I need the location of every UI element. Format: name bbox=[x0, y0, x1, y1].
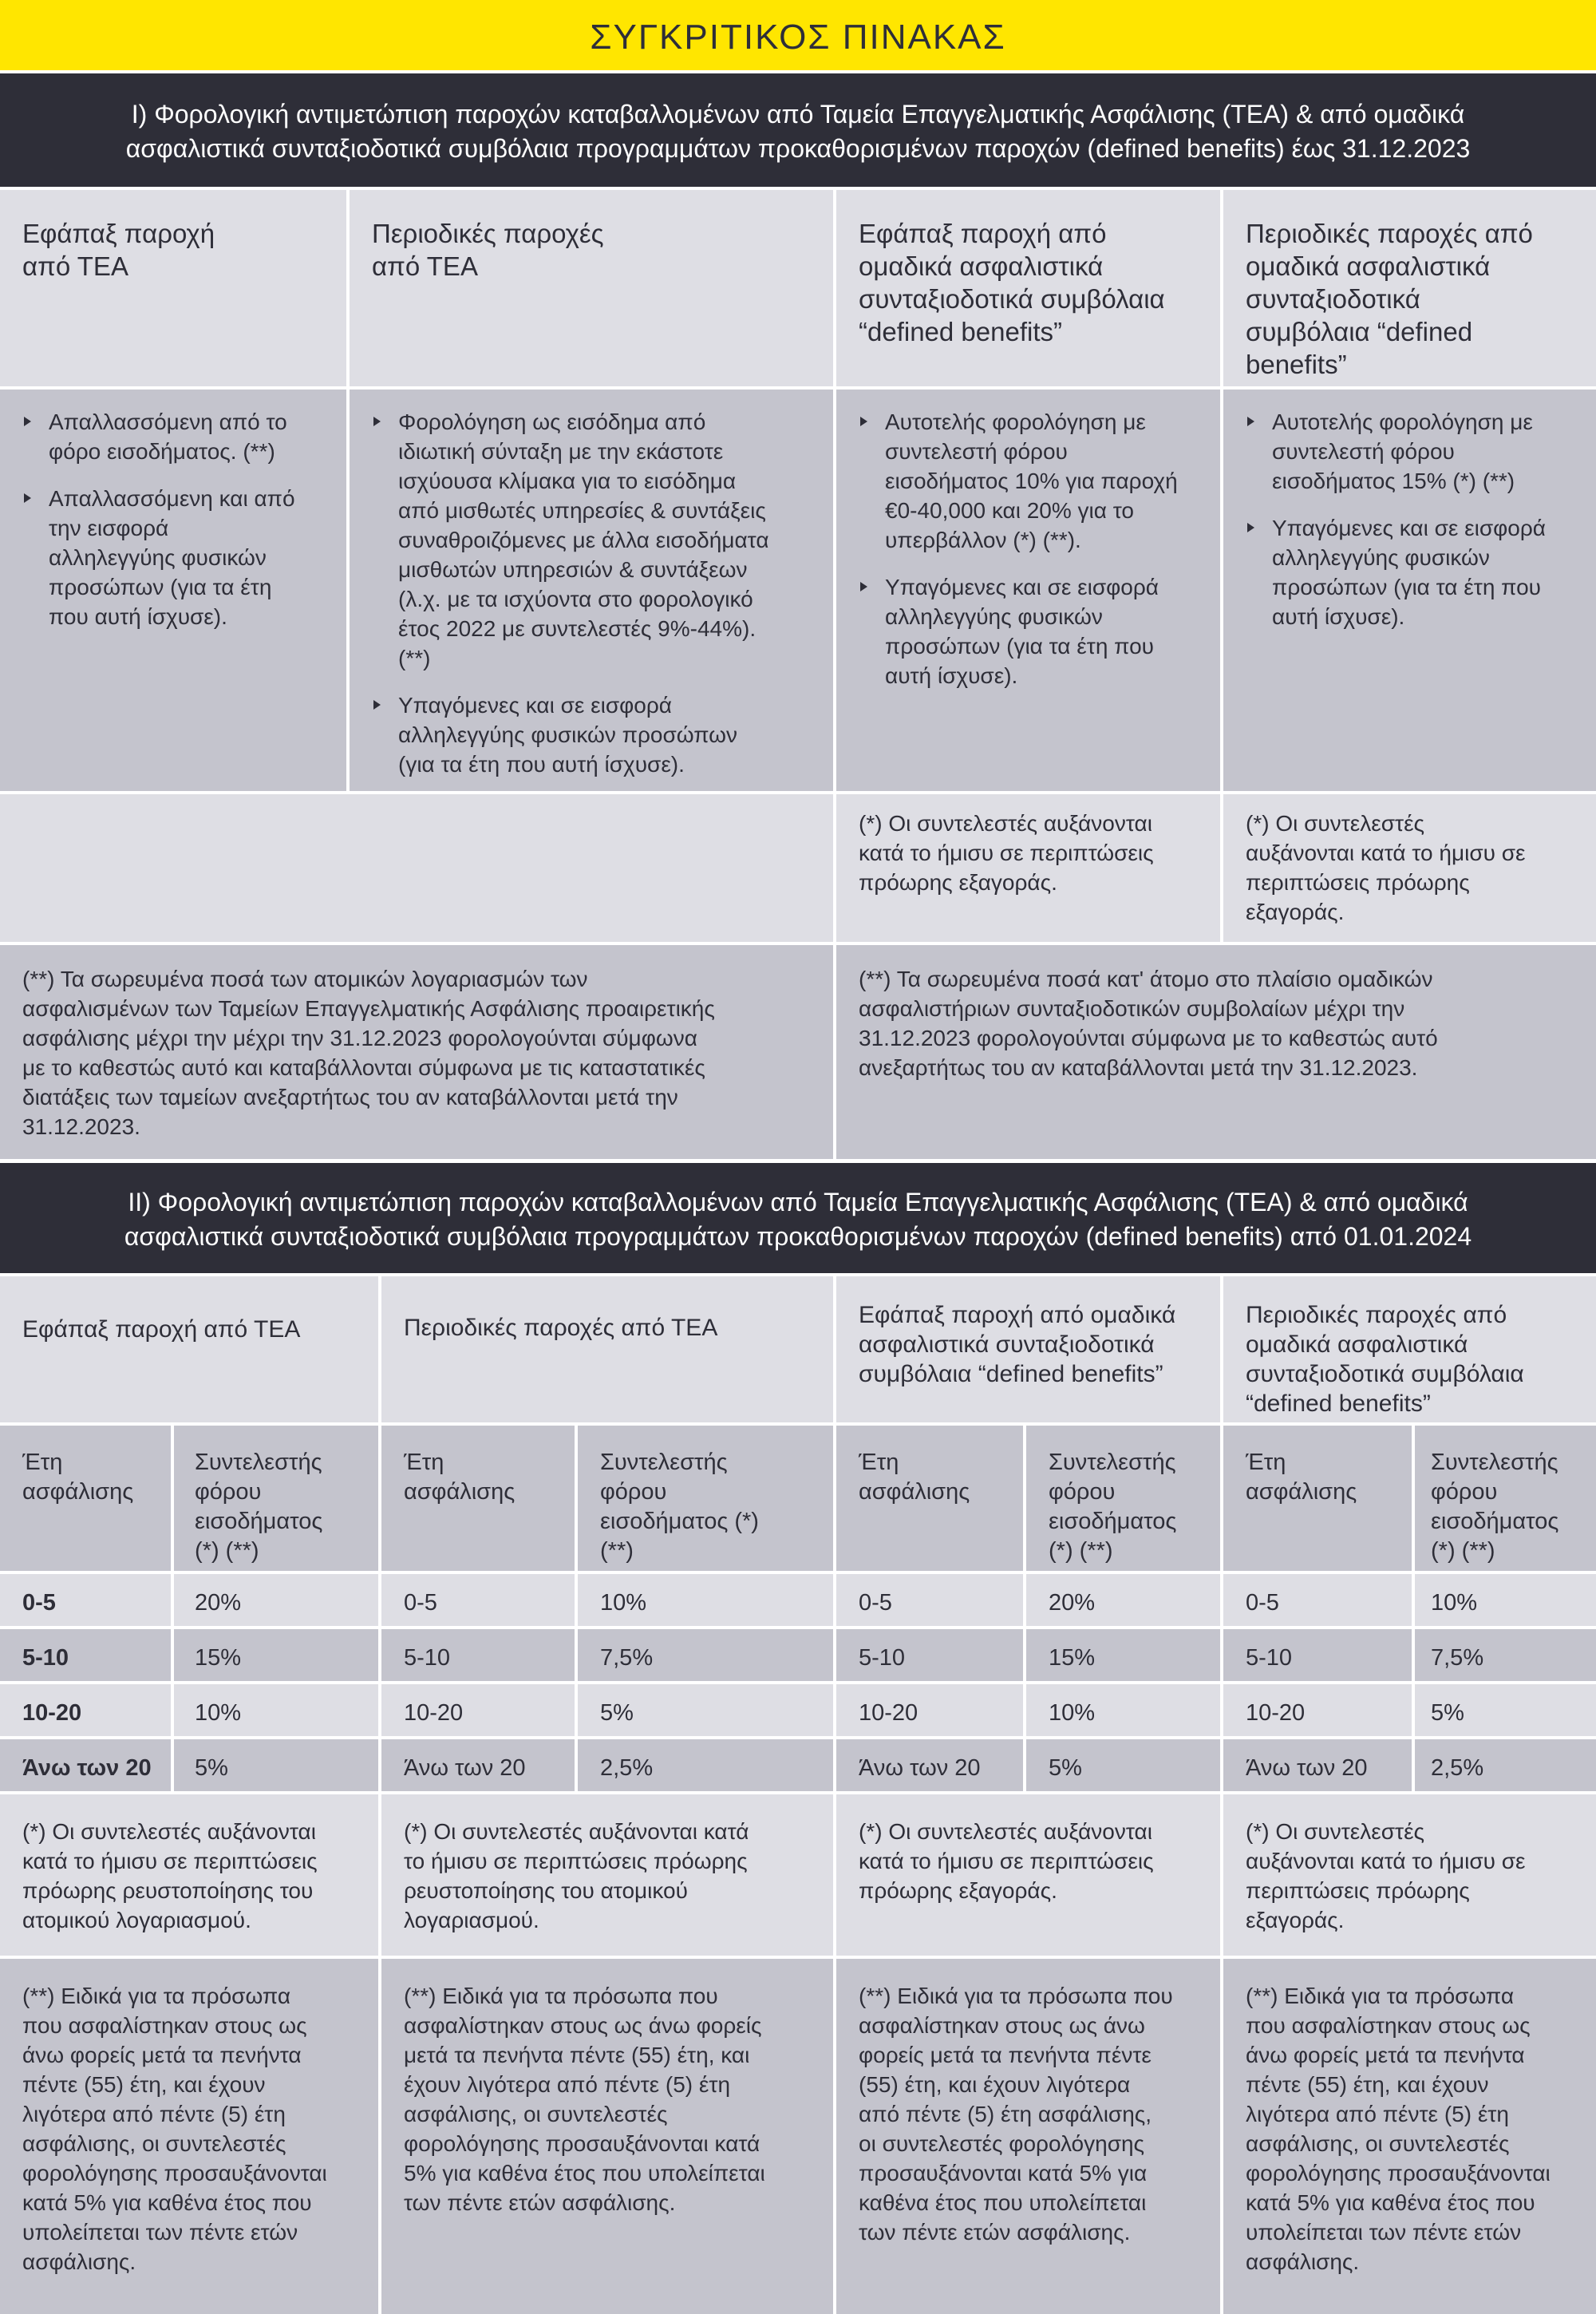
bullet-line: Υπαγόμενες και σε εισφορά bbox=[398, 693, 672, 718]
s2-header-line: ομαδικά ασφαλιστικά bbox=[1246, 1331, 1468, 1358]
note-line: αυξάνονται κατά το ήμισυ σε bbox=[1246, 1849, 1526, 1873]
bullet-line: Υπαγόμενες και σε εισφορά bbox=[885, 575, 1159, 599]
sub-line: Έτη bbox=[22, 1450, 63, 1475]
page-title: ΣΥΓΚΡΙΤΙΚΟΣ ΠΙΝΑΚΑΣ bbox=[590, 18, 1006, 57]
s2-c2-r2-rate: 5% bbox=[578, 1684, 833, 1736]
sub-line: ασφάλισης bbox=[859, 1479, 970, 1505]
s1-footnote-right bbox=[836, 945, 1596, 1159]
s2-c3-sub-years bbox=[836, 1426, 1023, 1571]
s2-c4-r3-rate: 2,5% bbox=[1415, 1739, 1596, 1791]
s2-c3-r3-years: Άνω των 20 bbox=[836, 1739, 1023, 1791]
s1-header-col2-line: Περιοδικές παροχές bbox=[372, 219, 604, 248]
s2-c2-sub-rate bbox=[578, 1426, 833, 1571]
bullet-line: Αυτοτελής φορολόγηση με bbox=[885, 409, 1146, 434]
sub-line: (*) (**) bbox=[1431, 1538, 1495, 1564]
bullet-line: (για τα έτη που αυτή ίσχυσε). bbox=[398, 752, 685, 777]
note-line: κατά 5% για καθένα έτος που bbox=[1246, 2190, 1535, 2215]
note-line: καθένα έτος που υπολείπεται bbox=[859, 2190, 1147, 2215]
s2-c4-sub-years bbox=[1223, 1426, 1412, 1571]
s2-c4-r3-years: Άνω των 20 bbox=[1223, 1739, 1412, 1791]
bullet-line: συντελεστή φόρου bbox=[885, 439, 1068, 464]
note-line: κατά το ήμισυ σε περιπτώσεις bbox=[859, 1849, 1154, 1873]
note-line: λιγότερα από πέντε (5) έτη bbox=[22, 2102, 286, 2126]
note-line: πρόωρης εξαγοράς. bbox=[859, 870, 1057, 895]
s2-c4-r1-rate: 7,5% bbox=[1415, 1629, 1596, 1681]
s1-header-col3-line: Εφάπαξ παροχή από bbox=[859, 219, 1107, 248]
bullet-line: προσώπων (για τα έτη που bbox=[1272, 575, 1541, 599]
note-line: (**) Τα σωρευμένα ποσά των ατομικών λογαριασμών των bbox=[22, 967, 588, 991]
note-line: (*) Οι συντελεστές αυξάνονται bbox=[22, 1819, 316, 1844]
bullet-triangle-icon bbox=[373, 700, 381, 710]
note-line: μετά τα πενήντα πέντε (55) έτη, και bbox=[404, 2043, 750, 2067]
note-line: ασφαλιστήριων συνταξιοδοτικών συμβολαίων μέχρι την bbox=[859, 996, 1405, 1021]
note-line: υπολείπεται των πέντε ετών bbox=[22, 2220, 298, 2245]
s2-c1-r3-rate: 5% bbox=[174, 1739, 378, 1791]
s2-note1-col4 bbox=[1223, 1794, 1596, 1956]
s2-note2-col3 bbox=[836, 1959, 1220, 2314]
bullet-line: που αυτή ίσχυσε). bbox=[49, 604, 227, 629]
note-line: (*) Οι συντελεστές αυξάνονται κατά bbox=[404, 1819, 749, 1844]
bullet-triangle-icon bbox=[373, 417, 381, 426]
note-line: που ασφαλίστηκαν στους ως bbox=[1246, 2013, 1531, 2038]
s1-header-col3 bbox=[836, 190, 1220, 386]
s2-c3-r2-rate: 10% bbox=[1026, 1684, 1220, 1736]
sub-line: φόρου bbox=[1049, 1479, 1116, 1505]
s2-c3-r2-years: 10-20 bbox=[836, 1684, 1023, 1736]
sub-line: φόρου bbox=[195, 1479, 262, 1505]
sub-line: φόρου bbox=[600, 1479, 667, 1505]
s2-note2-col1 bbox=[0, 1959, 378, 2314]
s2-c4-r0-years: 0-5 bbox=[1223, 1574, 1412, 1626]
note-line: πρόωρης ρευστοποίησης του bbox=[22, 1878, 314, 1903]
s2-c2-r1-rate: 7,5% bbox=[578, 1629, 833, 1681]
bullet-line: αυτή ίσχυσε). bbox=[1272, 604, 1405, 629]
s1-header-col4-line: συνταξιοδοτικά bbox=[1246, 284, 1420, 314]
bullet-item bbox=[1246, 513, 1578, 631]
s1-header-col4 bbox=[1223, 190, 1596, 386]
s2-c3-r0-rate: 20% bbox=[1026, 1574, 1220, 1626]
bullet-item bbox=[372, 690, 816, 779]
note-line: που ασφαλίστηκαν στους ως bbox=[22, 2013, 307, 2038]
bullet-line: Αυτοτελής φορολόγηση με bbox=[1272, 409, 1533, 434]
note-line: των πέντε ετών ασφάλισης. bbox=[859, 2220, 1131, 2245]
s2-note2-col4 bbox=[1223, 1959, 1596, 2314]
s2-header-col3 bbox=[836, 1276, 1220, 1422]
note-line: έχουν λιγότερα από πέντε (5) έτη bbox=[404, 2072, 731, 2097]
s2-c1-r2-years: 10-20 bbox=[0, 1684, 171, 1736]
sub-line: Συντελεστής bbox=[1049, 1450, 1176, 1475]
note-line: ατομικού λογαριασμού. bbox=[22, 1908, 251, 1932]
s2-c3-r1-rate: 15% bbox=[1026, 1629, 1220, 1681]
note-line: πέντε (55) έτη, και έχουν bbox=[1246, 2072, 1489, 2097]
s1-header-col2 bbox=[350, 190, 833, 386]
bullet-line: υπερβάλλον (*) (**). bbox=[885, 528, 1081, 552]
bullet-line: αυτή ίσχυσε). bbox=[885, 663, 1018, 688]
note-line: φορολόγησης προσαυξάνονται bbox=[22, 2161, 327, 2185]
note-line: ασφαλίστηκαν στους ως άνω bbox=[859, 2013, 1145, 2038]
bullet-line: Απαλλασσόμενη από το bbox=[49, 409, 287, 434]
s1-header-col3-line: συνταξιοδοτικά συμβόλαια bbox=[859, 284, 1165, 314]
note-line: λογαριασμού. bbox=[404, 1908, 539, 1932]
s1-header-col1 bbox=[0, 190, 346, 386]
s2-c1-r3-years: Άνω των 20 bbox=[0, 1739, 171, 1791]
bullet-line: αλληλεγγύης φυσικών bbox=[885, 604, 1103, 629]
section2-heading bbox=[0, 1163, 1596, 1273]
bullet-triangle-icon bbox=[1247, 417, 1254, 426]
note-line: (**) Ειδικά για τα πρόσωπα bbox=[1246, 1984, 1515, 2008]
bullet-item bbox=[859, 407, 1203, 555]
s2-c4-r0-rate: 10% bbox=[1415, 1574, 1596, 1626]
s1-header-col2-line: από ΤΕΑ bbox=[372, 251, 478, 281]
bullet-line: €0-40,000 και 20% για το bbox=[885, 498, 1134, 523]
bullet-line: Υπαγόμενες και σε εισφορά bbox=[1272, 516, 1546, 540]
bullet-line: αλληλεγγύης φυσικών προσώπων bbox=[398, 722, 738, 747]
note-line: άνω φορείς μετά τα πενήντα bbox=[22, 2043, 302, 2067]
s1-header-col1-line: από ΤΕΑ bbox=[22, 251, 128, 281]
s2-c4-r2-rate: 5% bbox=[1415, 1684, 1596, 1736]
bullet-line: αλληλεγγύης φυσικών bbox=[49, 545, 267, 570]
sub-line: εισοδήματος (*) bbox=[600, 1509, 759, 1534]
bullet-line: έτος 2022 με συντελεστές 9%-44%). bbox=[398, 616, 757, 641]
s2-header-col1 bbox=[0, 1276, 378, 1422]
s1-cell-col1 bbox=[0, 390, 346, 791]
s2-c4-sub-rate bbox=[1415, 1426, 1596, 1571]
note-line: από πέντε (5) έτη ασφάλισης, bbox=[859, 2102, 1152, 2126]
note-line: (**) Ειδικά για τα πρόσωπα bbox=[22, 1984, 291, 2008]
bullet-line: την εισφορά bbox=[49, 516, 169, 540]
bullet-item bbox=[859, 572, 1203, 690]
note-line: φορολόγησης προσαυξάνονται κατά bbox=[404, 2131, 760, 2156]
bullet-line: εισοδήματος 15% (*) (**) bbox=[1272, 469, 1515, 493]
bullet-line: συντελεστή φόρου bbox=[1272, 439, 1455, 464]
s1-header-col3-line: “defined benefits” bbox=[859, 317, 1062, 346]
section1-heading-line1: Ι) Φορολογική αντιμετώπιση παροχών καταβαλλομένων από Ταμεία Επαγγελματικής Ασφάλισης (ΤΕΑ) & από ομαδικά bbox=[131, 100, 1465, 129]
bullet-line: αλληλεγγύης φυσικών bbox=[1272, 545, 1490, 570]
s1-header-col4-line: ομαδικά ασφαλιστικά bbox=[1246, 251, 1491, 281]
note-line: ασφάλισης, οι συντελεστές bbox=[1246, 2131, 1510, 2156]
s2-note1-col1 bbox=[0, 1794, 378, 1956]
note-line: κατά το ήμισυ σε περιπτώσεις bbox=[22, 1849, 318, 1873]
note-line: ανεξαρτήτως του αν καταβάλλονται μετά την 31.12.2023. bbox=[859, 1055, 1418, 1080]
s1-footnote-left bbox=[0, 945, 833, 1159]
s1-header-col1-line: Εφάπαξ παροχή bbox=[22, 219, 215, 248]
bullet-line: ισχύουσα κλίμακα για το εισόδημα bbox=[398, 469, 737, 493]
note-line: ασφαλισμένων των Ταμείων Επαγγελματικής Ασφάλισης προαιρετικής bbox=[22, 996, 715, 1021]
s1-header-col4-line: Περιοδικές παροχές από bbox=[1246, 219, 1533, 248]
sub-line: εισοδήματος bbox=[1049, 1509, 1177, 1534]
sub-line: Συντελεστής bbox=[195, 1450, 322, 1475]
sub-line: ασφάλισης bbox=[22, 1479, 134, 1505]
s2-header-line: ασφαλιστικά συνταξιοδοτικά bbox=[859, 1331, 1155, 1358]
note-line: ρευστοποίησης του ατομικού bbox=[404, 1878, 688, 1903]
bullet-line: (**) bbox=[398, 646, 431, 670]
sub-line: Συντελεστής bbox=[600, 1450, 728, 1475]
note-line: υπολείπεται των πέντε ετών bbox=[1246, 2220, 1522, 2245]
note-line: πρόωρης εξαγοράς. bbox=[859, 1878, 1057, 1903]
s2-note1-col3 bbox=[836, 1794, 1220, 1956]
note-line: (*) Οι συντελεστές bbox=[1246, 1819, 1425, 1844]
bullet-line: Φορολόγηση ως εισόδημα από bbox=[398, 409, 706, 434]
s2-c2-r0-years: 0-5 bbox=[381, 1574, 575, 1626]
s1-note-col3 bbox=[836, 794, 1220, 942]
sub-line: Συντελεστής bbox=[1431, 1450, 1558, 1475]
note-line: άνω φορείς μετά τα πενήντα bbox=[1246, 2043, 1525, 2067]
s2-c4-r2-years: 10-20 bbox=[1223, 1684, 1412, 1736]
note-line: των πέντε ετών ασφάλισης. bbox=[404, 2190, 676, 2215]
s2-c2-r1-years: 5-10 bbox=[381, 1629, 575, 1681]
note-line: (**) Τα σωρευμένα ποσά κατ' άτομο στο πλαίσιο ομαδικών bbox=[859, 967, 1433, 991]
s2-header-col2 bbox=[381, 1276, 833, 1422]
s1-header-col3-line: ομαδικά ασφαλιστικά bbox=[859, 251, 1104, 281]
bullet-triangle-icon bbox=[860, 417, 867, 426]
s2-c1-r2-rate: 10% bbox=[174, 1684, 378, 1736]
note-line: περιπτώσεις πρόωρης bbox=[1246, 1878, 1470, 1903]
sub-line: ασφάλισης bbox=[1246, 1479, 1357, 1505]
note-line: φορείς μετά τα πενήντα πέντε bbox=[859, 2043, 1152, 2067]
sub-line: (*) (**) bbox=[195, 1538, 259, 1564]
section1-heading bbox=[0, 73, 1596, 187]
sub-line: εισοδήματος bbox=[1431, 1509, 1559, 1534]
s2-c1-r0-years: 0-5 bbox=[0, 1574, 171, 1626]
s2-c2-r2-years: 10-20 bbox=[381, 1684, 575, 1736]
sub-line: Έτη bbox=[1246, 1450, 1286, 1475]
note-line: (55) έτη, και έχουν λιγότερα bbox=[859, 2072, 1131, 2097]
note-line: (*) Οι συντελεστές αυξάνονται bbox=[859, 811, 1152, 836]
sub-line: φόρου bbox=[1431, 1479, 1498, 1505]
s2-header-line: Περιοδικές παροχές από ΤΕΑ bbox=[404, 1315, 718, 1341]
note-line: περιπτώσεις πρόωρης bbox=[1246, 870, 1470, 895]
s2-c2-r3-years: Άνω των 20 bbox=[381, 1739, 575, 1791]
note-line: οι συντελεστές φορολόγησης bbox=[859, 2131, 1145, 2156]
sub-line: Έτη bbox=[859, 1450, 899, 1475]
section2-heading-line2: ασφαλιστικά συνταξιοδοτικά συμβόλαια προγραμμάτων προκαθορισμένων παροχών (defined benefits) από 01.01.2024 bbox=[124, 1222, 1472, 1251]
note-line: ασφάλισης. bbox=[1246, 2249, 1360, 2274]
bullet-item bbox=[22, 407, 329, 466]
s2-header-line: Περιοδικές παροχές από bbox=[1246, 1302, 1507, 1328]
s2-note2-col2 bbox=[381, 1959, 833, 2314]
note-line: ασφάλισης. bbox=[22, 2249, 136, 2274]
s2-c4-r1-years: 5-10 bbox=[1223, 1629, 1412, 1681]
note-line: (*) Οι συντελεστές bbox=[1246, 811, 1425, 836]
s1-cell-col2 bbox=[350, 390, 833, 791]
bullet-triangle-icon bbox=[860, 582, 867, 591]
note-line: πέντε (55) έτη, και έχουν bbox=[22, 2072, 266, 2097]
note-line: φορολόγησης προσαυξάνονται bbox=[1246, 2161, 1551, 2185]
s1-header-col4-line: benefits” bbox=[1246, 350, 1347, 379]
bullet-item bbox=[372, 407, 816, 673]
bullet-line: προσώπων (για τα έτη που bbox=[885, 634, 1154, 659]
note-line: ασφάλισης, οι συντελεστές bbox=[22, 2131, 286, 2156]
bullet-line: ιδιωτική σύνταξη με την εκάστοτε bbox=[398, 439, 724, 464]
note-line: προσαυξάνονται κατά 5% για bbox=[859, 2161, 1148, 2185]
sub-line: (**) bbox=[600, 1538, 634, 1564]
note-line: εξαγοράς. bbox=[1246, 900, 1345, 924]
s1-note-empty bbox=[0, 794, 833, 942]
s2-c1-r1-rate: 15% bbox=[174, 1629, 378, 1681]
bullet-item bbox=[1246, 407, 1578, 496]
note-line: λιγότερα από πέντε (5) έτη bbox=[1246, 2102, 1509, 2126]
note-line: εξαγοράς. bbox=[1246, 1908, 1345, 1932]
s2-c1-r0-rate: 20% bbox=[174, 1574, 378, 1626]
s2-c3-r3-rate: 5% bbox=[1026, 1739, 1220, 1791]
s2-c2-r0-rate: 10% bbox=[578, 1574, 833, 1626]
s2-header-line: συμβόλαια “defined benefits” bbox=[859, 1361, 1163, 1387]
note-line: κατά 5% για καθένα έτος που bbox=[22, 2190, 312, 2215]
note-line: με το καθεστώς αυτό και καταβάλλονται σύμφωνα με τις καταστατικές bbox=[22, 1055, 705, 1080]
note-line: κατά το ήμισυ σε περιπτώσεις bbox=[859, 841, 1154, 865]
bullet-triangle-icon bbox=[1247, 523, 1254, 532]
s2-header-line: Εφάπαξ παροχή από ΤΕΑ bbox=[22, 1316, 301, 1343]
s1-cell-col3 bbox=[836, 390, 1220, 791]
s2-header-line: “defined benefits” bbox=[1246, 1390, 1431, 1417]
bullet-line: προσώπων (για τα έτη bbox=[49, 575, 272, 599]
s2-header-line: συνταξιοδοτικά συμβόλαια bbox=[1246, 1361, 1524, 1387]
note-line: το ήμισυ σε περιπτώσεις πρόωρης bbox=[404, 1849, 748, 1873]
s2-note1-col2 bbox=[381, 1794, 833, 1956]
section2-heading-line1: ΙΙ) Φορολογική αντιμετώπιση παροχών καταβαλλομένων από Ταμεία Επαγγελματικής Ασφάλισης (ΤΕΑ) & από ομαδικά bbox=[128, 1188, 1468, 1216]
bullet-triangle-icon bbox=[24, 417, 31, 426]
note-line: διατάξεις των ταμείων ανεξαρτήτως του αν καταβάλλονται μετά την bbox=[22, 1085, 678, 1110]
note-line: 5% για καθένα έτος που υπολείπεται bbox=[404, 2161, 765, 2185]
note-line: (**) Ειδικά για τα πρόσωπα που bbox=[859, 1984, 1173, 2008]
bullet-line: εισοδήματος 10% για παροχή bbox=[885, 469, 1178, 493]
note-line: (**) Ειδικά για τα πρόσωπα που bbox=[404, 1984, 718, 2008]
s2-c3-r0-years: 0-5 bbox=[836, 1574, 1023, 1626]
title-bar bbox=[0, 0, 1596, 70]
sub-line: εισοδήματος bbox=[195, 1509, 323, 1534]
bullet-item bbox=[22, 484, 329, 631]
note-line: (*) Οι συντελεστές αυξάνονται bbox=[859, 1819, 1152, 1844]
s2-c1-sub-rate bbox=[174, 1426, 378, 1571]
sub-line: Έτη bbox=[404, 1450, 444, 1475]
bullet-line: μισθωτών υπηρεσιών & συντάξεων bbox=[398, 557, 748, 582]
bullet-line: φόρο εισοδήματος. (**) bbox=[49, 439, 275, 464]
section1-heading-line2: ασφαλιστικά συνταξιοδοτικά συμβόλαια προγραμμάτων προκαθορισμένων παροχών (defined benefits) έως 31.12.2023 bbox=[125, 134, 1471, 163]
note-line: 31.12.2023. bbox=[22, 1114, 140, 1139]
bullet-line: από μισθωτές υπηρεσίες & συντάξεις bbox=[398, 498, 766, 523]
note-line: ασφάλισης μέχρι την μέχρι την 31.12.2023 φορολογούνται σύμφωνα bbox=[22, 1026, 697, 1050]
s2-c3-r1-years: 5-10 bbox=[836, 1629, 1023, 1681]
bullet-line: συναθροιζόμενες με άλλα εισοδήματα bbox=[398, 528, 769, 552]
s2-c2-r3-rate: 2,5% bbox=[578, 1739, 833, 1791]
sub-line: ασφάλισης bbox=[404, 1479, 516, 1505]
s2-c3-sub-rate bbox=[1026, 1426, 1220, 1571]
note-line: 31.12.2023 φορολογούνται σύμφωνα με το καθεστώς αυτό bbox=[859, 1026, 1438, 1050]
sub-line: (*) (**) bbox=[1049, 1538, 1113, 1564]
bullet-triangle-icon bbox=[24, 493, 31, 503]
s2-c1-sub-years bbox=[0, 1426, 171, 1571]
bullet-line: Απαλλασσόμενη και από bbox=[49, 486, 295, 511]
s1-header-col4-line: συμβόλαια “defined bbox=[1246, 317, 1473, 346]
s2-header-line: Εφάπαξ παροχή από ομαδικά bbox=[859, 1302, 1176, 1328]
note-line: ασφάλισης, οι συντελεστές bbox=[404, 2102, 668, 2126]
s2-c2-sub-years bbox=[381, 1426, 575, 1571]
note-line: αυξάνονται κατά το ήμισυ σε bbox=[1246, 841, 1526, 865]
bullet-line: (λ.χ. με τα ισχύοντα στο φορολογικό bbox=[398, 587, 753, 611]
s2-c1-r1-years: 5-10 bbox=[0, 1629, 171, 1681]
s1-note-col4 bbox=[1223, 794, 1596, 942]
s2-header-col4 bbox=[1223, 1276, 1596, 1422]
note-line: ασφαλίστηκαν στους ως άνω φορείς bbox=[404, 2013, 762, 2038]
s1-cell-col4 bbox=[1223, 390, 1596, 791]
